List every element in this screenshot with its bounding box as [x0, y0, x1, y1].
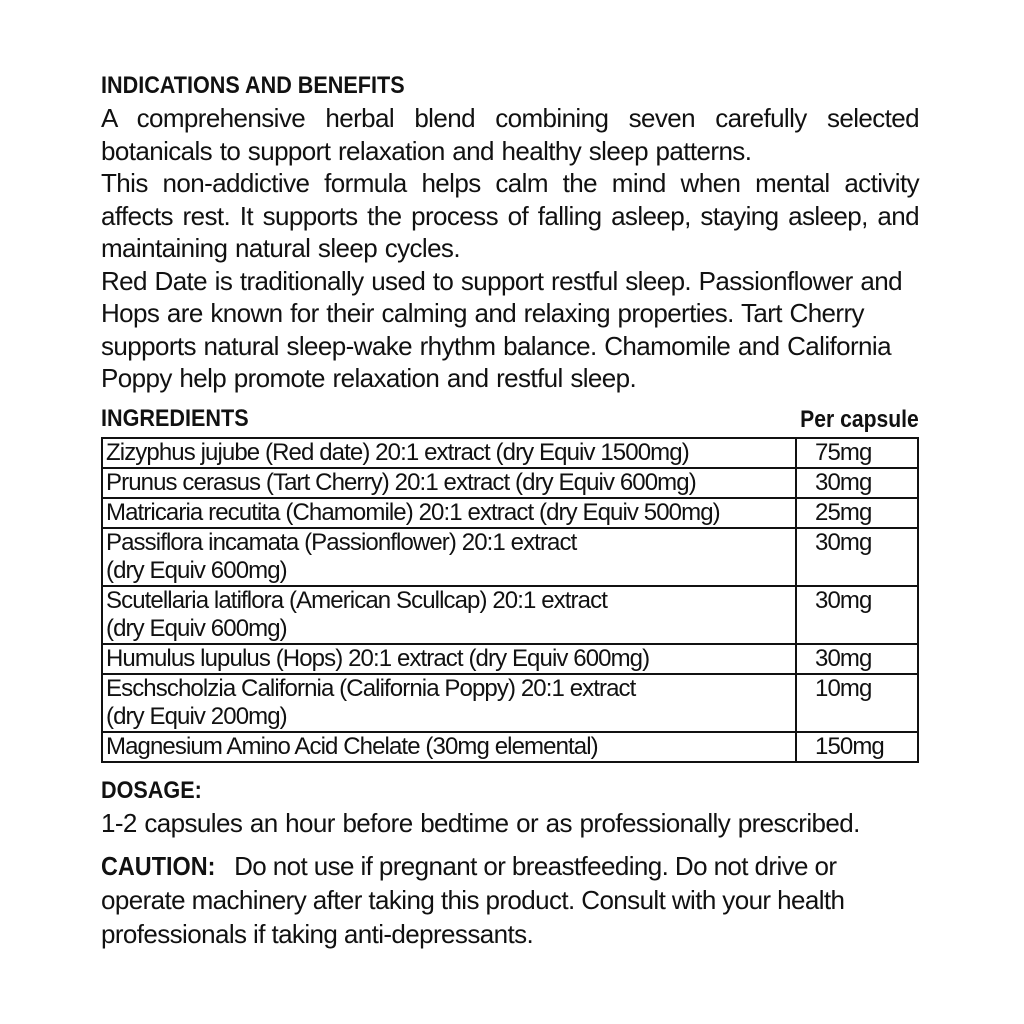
table-row [102, 438, 918, 468]
ingredients-table [101, 437, 919, 763]
table-row [102, 644, 918, 674]
ingredient-amount: 30mg [796, 586, 918, 644]
ingredients-header [101, 405, 919, 435]
table-row [102, 586, 918, 644]
ingredient-amount: 75mg [796, 438, 918, 468]
ingredient-name [102, 498, 796, 528]
ingredient-name [102, 528, 796, 586]
supplement-label [101, 70, 919, 951]
caution-label: CAUTION: [101, 851, 216, 881]
ingredient-line: Matricaria recutita (Chamomile) 20:1 extract (dry Equiv 500mg) [106, 498, 720, 526]
ingredient-name [102, 674, 796, 732]
caution-text: Do not use if pregnant or breastfeeding. Do not drive or operate machinery after taking this product. Consult with your health professionals if taking anti-depressants. [101, 851, 845, 949]
table-row [102, 468, 918, 498]
table-row [102, 732, 918, 762]
ingredient-name [102, 644, 796, 674]
caution-section [101, 849, 919, 951]
ingredient-line: Magnesium Amino Acid Chelate (30mg elemental) [106, 732, 598, 760]
table-row [102, 498, 918, 528]
ingredient-amount: 30mg [796, 528, 918, 586]
dosage-text: 1-2 capsules an hour before bedtime or as professionally prescribed. [101, 807, 860, 838]
table-row [102, 528, 918, 586]
ingredients-heading: INGREDIENTS [101, 404, 249, 432]
dosage-section [101, 775, 919, 840]
ingredient-line: Humulus lupulus (Hops) 20:1 extract (dry Equiv 600mg) [106, 644, 650, 672]
ingredient-line: Scutellaria latiflora (American Scullcap) 20:1 extract [106, 586, 607, 614]
indications-paragraph-1: A comprehensive herbal blend combining seven carefully selected botanicals to support relaxation and healthy sleep patterns. [101, 103, 919, 166]
ingredient-line: Prunus cerasus (Tart Cherry) 20:1 extract (dry Equiv 600mg) [106, 468, 696, 496]
ingredient-name [102, 438, 796, 468]
ingredient-amount: 10mg [796, 674, 918, 732]
per-capsule-label: Per capsule [800, 405, 919, 433]
table-row [102, 674, 918, 732]
indications-heading: INDICATIONS AND BENEFITS [101, 72, 405, 99]
ingredient-name [102, 732, 796, 762]
ingredients-section [101, 405, 919, 763]
indications-paragraph-2: This non-addictive formula helps calm the mind when mental activity affects rest. It supports the process of falling asleep, staying asleep, and maintaining natural sleep cycles. [101, 168, 919, 263]
ingredient-name [102, 468, 796, 498]
ingredient-line: (dry Equiv 600mg) [106, 614, 287, 642]
ingredient-amount: 30mg [796, 468, 918, 498]
ingredient-line: (dry Equiv 600mg) [106, 556, 287, 584]
ingredient-amount: 30mg [796, 644, 918, 674]
ingredient-line: Passiflora incamata (Passionflower) 20:1 extract [106, 528, 577, 556]
ingredient-amount: 25mg [796, 498, 918, 528]
indications-section [101, 70, 919, 395]
ingredient-name [102, 586, 796, 644]
ingredient-line: Zizyphus jujube (Red date) 20:1 extract (dry Equiv 1500mg) [106, 438, 689, 466]
ingredient-line: Eschscholzia California (California Poppy) 20:1 extract [106, 674, 636, 702]
indications-paragraph-3: Red Date is traditionally used to support restful sleep. Passionflower and Hops are known for their calming and relaxing properties. Tart Cherry supports natural sleep-wake rhythm balance. Chamomile and California Poppy help promote relaxation and restful sleep. [101, 265, 902, 393]
dosage-heading: DOSAGE: [101, 776, 202, 804]
ingredient-line: (dry Equiv 200mg) [106, 702, 287, 730]
ingredient-amount: 150mg [796, 732, 918, 762]
